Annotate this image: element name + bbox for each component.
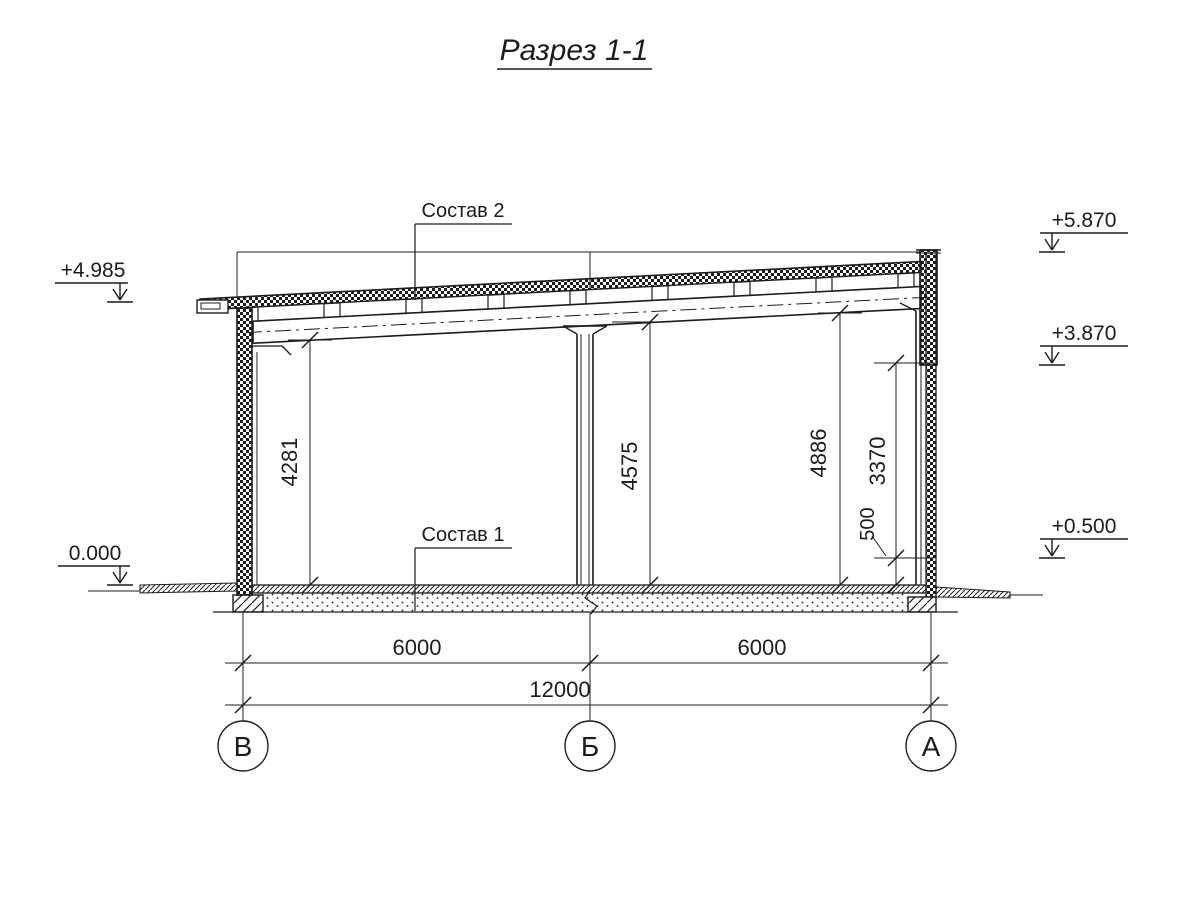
elevation-plinth-value: +0.500 bbox=[1051, 515, 1117, 538]
roof-composition-label: Состав 2 bbox=[421, 200, 505, 222]
axis-label-a: А bbox=[921, 731, 941, 762]
right-wall bbox=[916, 250, 941, 597]
elevation-ground bbox=[58, 542, 133, 585]
floor-underlayer bbox=[263, 593, 908, 612]
dim-bay-left: 6000 bbox=[392, 635, 442, 660]
dim-plinth-height: 500 bbox=[857, 507, 879, 541]
elevation-arrow-icon bbox=[1039, 233, 1065, 252]
parapet bbox=[920, 250, 937, 365]
elevation-column-top-value: +3.870 bbox=[1051, 322, 1117, 345]
left-wall bbox=[237, 308, 257, 595]
dim-right-column-height: 3370 bbox=[865, 436, 890, 486]
apron-right bbox=[936, 587, 1010, 598]
roof-assembly bbox=[197, 262, 932, 356]
floor-slab bbox=[213, 585, 958, 614]
apron-left bbox=[140, 583, 237, 593]
dim-right-bay-height: 4886 bbox=[806, 428, 831, 478]
section-title-text: Разрез 1-1 bbox=[499, 34, 649, 67]
axis-label-b: Б bbox=[580, 731, 600, 762]
middle-column bbox=[563, 326, 607, 585]
elevation-arrow-icon bbox=[1039, 346, 1065, 365]
elevation-arrow-icon bbox=[107, 283, 133, 302]
elevation-arrow-icon bbox=[1039, 539, 1065, 558]
foundation-right bbox=[908, 597, 936, 612]
axis-bubbles bbox=[218, 721, 956, 771]
elevation-plinth bbox=[1039, 515, 1128, 558]
drawing-title bbox=[497, 34, 652, 69]
elevation-parapet-top bbox=[1039, 209, 1128, 252]
elevation-column-top bbox=[1039, 322, 1128, 365]
dim-middle-column-height: 4575 bbox=[617, 441, 642, 491]
elevation-roof-left bbox=[55, 259, 133, 302]
foundation-left bbox=[233, 595, 263, 612]
elevation-ground-value: 0.000 bbox=[68, 542, 122, 565]
elevation-arrow-icon bbox=[107, 566, 133, 585]
dim-left-bay-height: 4281 bbox=[277, 437, 302, 487]
vertical-dimension-lines bbox=[288, 313, 934, 585]
elevation-roof-left-value: +4.985 bbox=[60, 259, 126, 282]
elevation-parapet-value: +5.870 bbox=[1051, 209, 1117, 232]
dim-total-span: 12000 bbox=[529, 677, 591, 702]
floor-composition-label: Состав 1 bbox=[421, 524, 505, 546]
dim-bay-right: 6000 bbox=[737, 635, 787, 660]
axis-label-v: В bbox=[233, 731, 253, 762]
